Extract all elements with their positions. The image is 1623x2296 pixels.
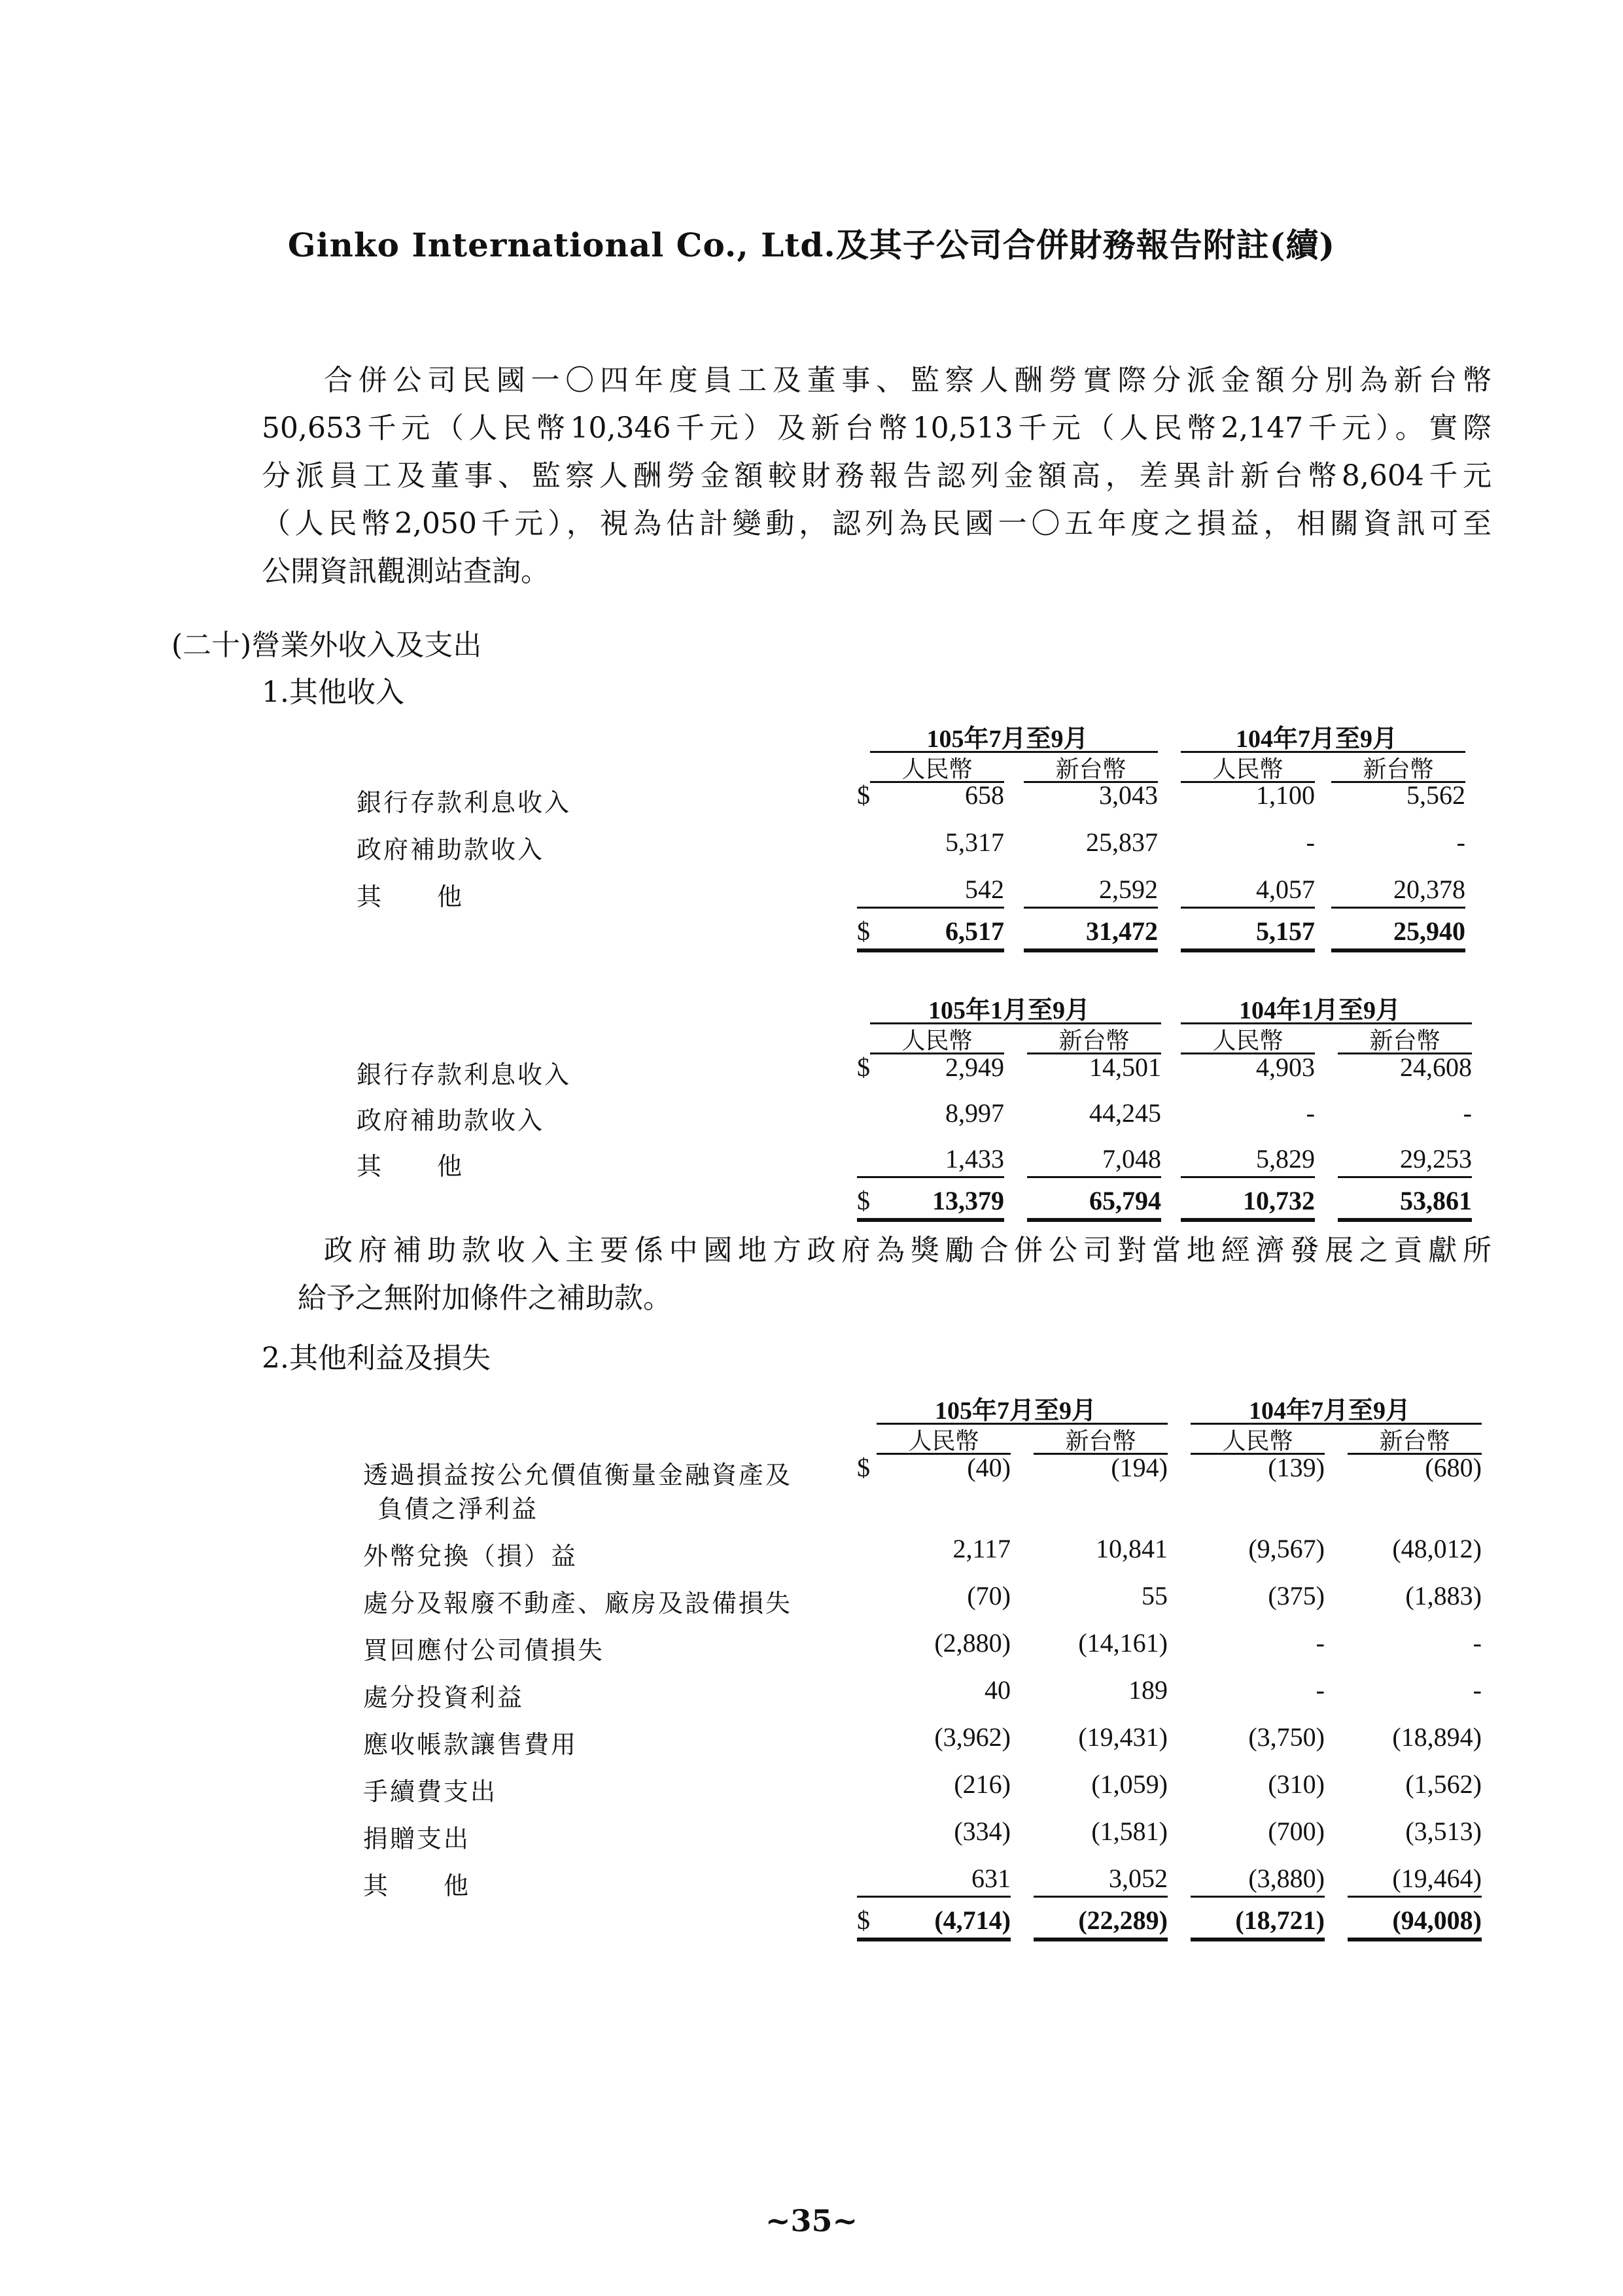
subtotal-rule: [857, 1176, 1004, 1178]
row-label: 買回應付公司債損失: [363, 1636, 605, 1665]
total-double-rule: [857, 1218, 1004, 1222]
table-cell: (14,161): [1078, 1628, 1168, 1658]
currency-symbol: $: [857, 1052, 870, 1082]
table-cell: (9,567): [1248, 1534, 1325, 1563]
table-cell: -: [1316, 1628, 1325, 1658]
subtotal-rule: [1024, 907, 1158, 909]
page-number: ~35~: [765, 2203, 858, 2238]
table-cell: (310): [1268, 1769, 1325, 1799]
total-double-rule: [1338, 1218, 1472, 1222]
table-cell: 2,949: [945, 1052, 1004, 1082]
period-header: 104年7月至9月: [1235, 725, 1397, 753]
total-double-rule: [1191, 1938, 1325, 1941]
table-cell: 2,592: [1099, 875, 1158, 904]
note-line: 政府補助款收入主要係中國地方政府為獎勵合併公司對當地經濟發展之貢獻所: [324, 1234, 1492, 1267]
column-header: 新台幣: [1065, 1428, 1136, 1455]
total-cell: (4,714): [934, 1905, 1011, 1935]
row-label: 政府補助款收入: [357, 1106, 545, 1135]
table-cell: (3,513): [1405, 1817, 1482, 1846]
table-cell: 3,043: [1099, 780, 1158, 810]
total-double-rule: [1181, 1218, 1315, 1222]
table-cell: (334): [954, 1817, 1011, 1846]
row-label: 其 他: [357, 882, 464, 911]
column-header: 新台幣: [1379, 1428, 1450, 1455]
table-cell: 1,433: [945, 1144, 1004, 1174]
column-header: 人民幣: [908, 1428, 979, 1455]
column-header: 人民幣: [1212, 756, 1283, 783]
total-cell: 5,157: [1256, 916, 1315, 946]
total-cell: (18,721): [1235, 1905, 1325, 1935]
table-cell: (18,894): [1392, 1722, 1482, 1752]
intro-line: 公開資訊觀測站查詢。: [262, 555, 550, 588]
row-label: 銀行存款利息收入: [357, 788, 572, 817]
table-cell: (70): [967, 1581, 1011, 1610]
table-cell: (194): [1111, 1453, 1168, 1482]
table-cell: 14,501: [1089, 1052, 1161, 1082]
table-cell: 1,100: [1256, 780, 1315, 810]
section-heading: (二十)營業外收入及支出: [171, 629, 482, 662]
row-label: 應收帳款讓售費用: [363, 1730, 578, 1759]
row-label: 捐贈支出: [363, 1824, 471, 1853]
period-header: 104年1月至9月: [1238, 997, 1401, 1024]
row-label: 其 他: [363, 1871, 471, 1900]
table-cell: (216): [954, 1769, 1011, 1799]
table-cell: -: [1316, 1675, 1325, 1705]
total-cell: (22,289): [1078, 1905, 1168, 1935]
subtotal-rule: [1027, 1176, 1161, 1178]
intro-line: 合併公司民國一〇四年度員工及董事、監察人酬勞實際分派金額分別為新台幣: [324, 364, 1492, 397]
table-cell: (1,883): [1405, 1581, 1482, 1610]
subtotal-rule: [1181, 1176, 1315, 1178]
total-double-rule: [1024, 948, 1158, 952]
intro-line: 分派員工及董事、監察人酬勞金額較財務報告認列金額高，差異計新台幣8,604千元: [262, 459, 1492, 493]
total-cell: 6,517: [945, 916, 1004, 946]
note-line: 給予之無附加條件之補助款。: [298, 1281, 672, 1315]
table-cell: 2,117: [952, 1534, 1011, 1563]
total-cell: (94,008): [1392, 1905, 1482, 1935]
table-cell: -: [1463, 1098, 1472, 1128]
period-header: 105年7月至9月: [926, 725, 1089, 753]
total-double-rule: [857, 1938, 1011, 1941]
subtotal-rule: [1338, 1176, 1472, 1178]
table-cell: 5,317: [945, 827, 1004, 857]
currency-symbol: $: [857, 1905, 870, 1935]
table-cell: 631: [971, 1864, 1011, 1893]
table-cell: 3,052: [1109, 1864, 1168, 1893]
table-cell: 189: [1128, 1675, 1168, 1705]
table-cell: 5,562: [1406, 780, 1465, 810]
currency-symbol: $: [857, 780, 870, 810]
row-label: 透過損益按公允價值衡量金融資產及: [363, 1461, 793, 1489]
currency-symbol: $: [857, 1186, 870, 1215]
table-cell: (700): [1268, 1817, 1325, 1846]
row-label: 銀行存款利息收入: [357, 1060, 572, 1089]
table-cell: 29,253: [1400, 1144, 1472, 1174]
table-cell: (375): [1268, 1581, 1325, 1610]
row-label: 處分投資利益: [363, 1683, 525, 1712]
table-cell: (40): [967, 1453, 1011, 1482]
table-cell: 7,048: [1102, 1144, 1161, 1174]
table-cell: 40: [985, 1675, 1011, 1705]
total-cell: 13,379: [932, 1186, 1004, 1215]
column-header: 新台幣: [1363, 756, 1434, 783]
table-cell: (1,562): [1405, 1769, 1482, 1799]
total-cell: 10,732: [1243, 1186, 1315, 1215]
total-double-rule: [1034, 1938, 1168, 1941]
table-cell: (3,962): [934, 1722, 1011, 1752]
total-cell: 31,472: [1086, 916, 1158, 946]
column-header: 新台幣: [1369, 1028, 1440, 1054]
table-cell: 658: [965, 780, 1004, 810]
total-double-rule: [1348, 1938, 1482, 1941]
table-cell: 542: [965, 875, 1004, 904]
intro-line: 50,653千元（人民幣10,346千元）及新台幣10,513千元（人民幣2,147千元）。實際: [262, 411, 1492, 445]
total-cell: 53,861: [1400, 1186, 1472, 1215]
column-header: 新台幣: [1055, 756, 1126, 783]
currency-symbol: $: [857, 916, 870, 946]
table-cell: 44,245: [1089, 1098, 1161, 1128]
table-cell: (1,581): [1091, 1817, 1168, 1846]
subtotal-rule: [1331, 907, 1465, 909]
table-cell: (680): [1425, 1453, 1482, 1482]
period-header: 105年7月至9月: [934, 1397, 1096, 1425]
subtotal-rule: [857, 1896, 1011, 1898]
note-paragraph: [262, 1226, 1492, 1322]
period-header: 105年1月至9月: [928, 997, 1090, 1024]
table-cell: -: [1473, 1628, 1482, 1658]
total-double-rule: [857, 948, 1004, 952]
row-label: 其 他: [357, 1152, 464, 1181]
total-double-rule: [1181, 948, 1315, 952]
column-header: 人民幣: [901, 1028, 973, 1054]
column-header: 人民幣: [1222, 1428, 1293, 1455]
intro-line: （人民幣2,050千元），視為估計變動，認列為民國一〇五年度之損益，相關資訊可至: [262, 507, 1492, 540]
currency-symbol: $: [857, 1453, 870, 1482]
subsection-heading-other-gains: 2.其他利益及損失: [262, 1342, 491, 1375]
subtotal-rule: [1348, 1896, 1482, 1898]
table-cell: -: [1473, 1675, 1482, 1705]
table-cell: -: [1456, 827, 1465, 857]
table-cell: 25,837: [1086, 827, 1158, 857]
table-cell: 24,608: [1400, 1052, 1472, 1082]
table-cell: (3,750): [1248, 1722, 1325, 1752]
table-cell: (48,012): [1392, 1534, 1482, 1563]
total-cell: 25,940: [1393, 916, 1465, 946]
period-header: 104年7月至9月: [1248, 1397, 1410, 1425]
table-cell: (2,880): [934, 1628, 1011, 1658]
table-cell: -: [1306, 1098, 1315, 1128]
subtotal-rule: [1181, 907, 1315, 909]
table-cell: (3,880): [1248, 1864, 1325, 1893]
row-label-continued: 負債之淨利益: [377, 1495, 539, 1523]
table-cell: (139): [1268, 1453, 1325, 1482]
column-header: 人民幣: [901, 756, 973, 783]
table-cell: 4,057: [1256, 875, 1315, 904]
row-label: 手續費支出: [363, 1777, 498, 1806]
column-header: 新台幣: [1058, 1028, 1130, 1054]
subsection-heading-other-income: 1.其他收入: [262, 676, 404, 709]
table-cell: 5,829: [1256, 1144, 1315, 1174]
subtotal-rule: [1034, 1896, 1168, 1898]
table-cell: (19,464): [1392, 1864, 1482, 1893]
table-cell: 8,997: [945, 1098, 1004, 1128]
table-cell: 10,841: [1096, 1534, 1168, 1563]
total-cell: 65,794: [1089, 1186, 1161, 1215]
total-double-rule: [1027, 1218, 1161, 1222]
table-cell: 55: [1142, 1581, 1168, 1610]
page-title: Ginko International Co., Ltd.及其子公司合併財務報告附註(續): [287, 226, 1336, 264]
table-cell: (19,431): [1078, 1722, 1168, 1752]
row-label: 政府補助款收入: [357, 835, 545, 864]
subtotal-rule: [857, 907, 1004, 909]
table-cell: -: [1306, 827, 1315, 857]
table-cell: (1,059): [1091, 1769, 1168, 1799]
intro-paragraph: [262, 357, 1492, 595]
total-double-rule: [1331, 948, 1465, 952]
row-label: 外幣兌換（損）益: [363, 1542, 578, 1571]
row-label: 處分及報廢不動產、廠房及設備損失: [363, 1589, 793, 1618]
table-cell: 20,378: [1393, 875, 1465, 904]
column-header: 人民幣: [1212, 1028, 1283, 1054]
table-cell: 4,903: [1256, 1052, 1315, 1082]
subtotal-rule: [1191, 1896, 1325, 1898]
